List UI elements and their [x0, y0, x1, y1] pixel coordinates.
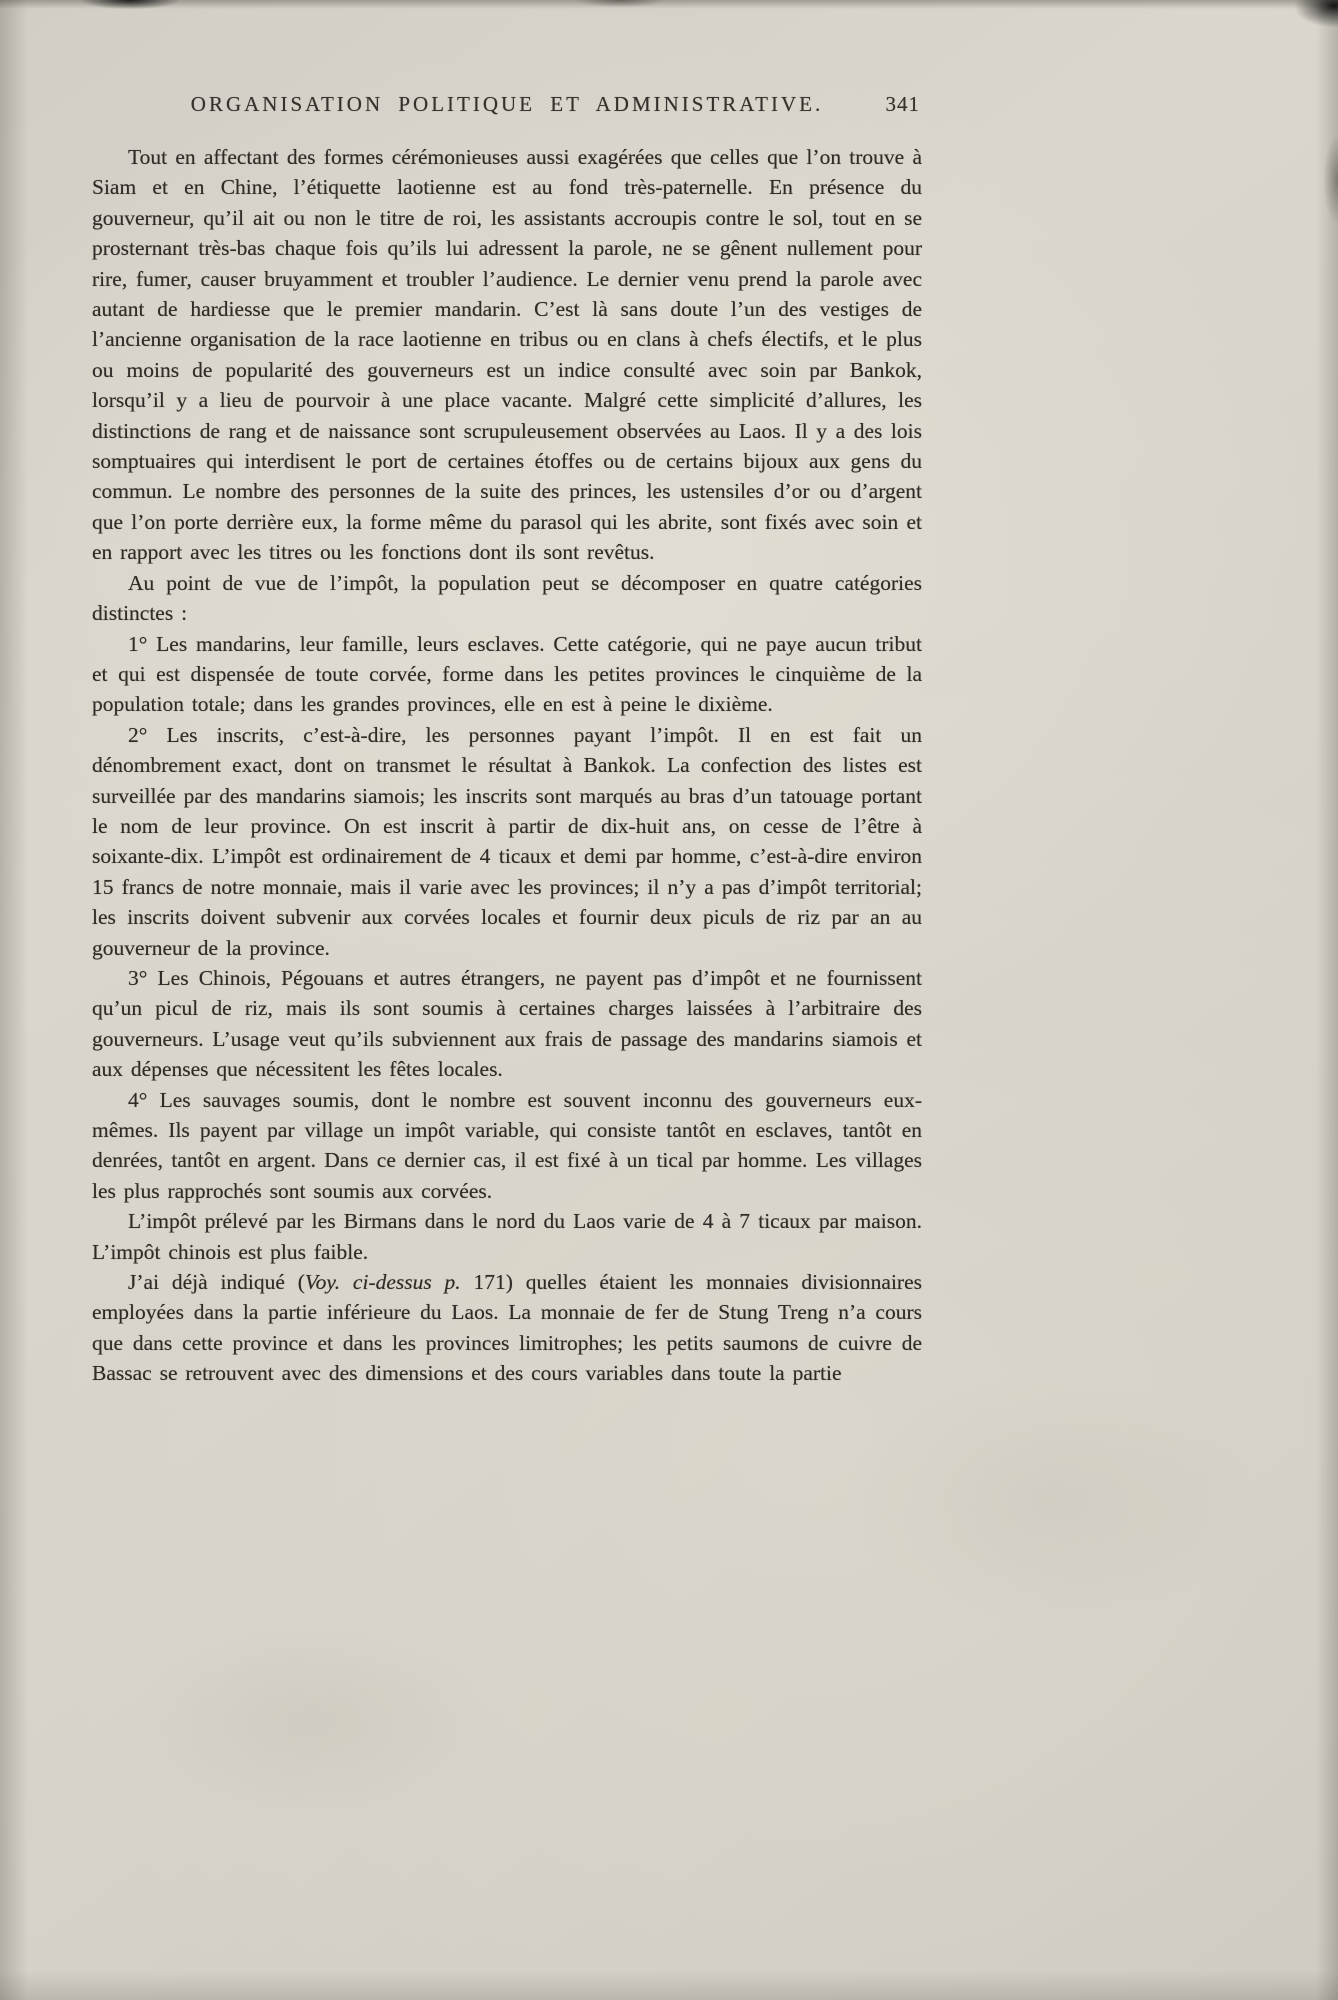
body-text: [92, 142, 922, 1389]
paragraph-monnaies: [92, 1267, 922, 1389]
paragraph-etiquette: Tout en affectant des formes cérémonieuses aussi exagérées que celles que l’on trouve à Siam et en Chine, l’étiquette laotienne est au fond très-paternelle. En présence du gouverneur, qu’il ait ou non le titre de roi, les assistants accroupis contre le sol, tout en se prosternant très-bas chaque fois qu’ils lui adressent la parole, ne se gênent nullement pour rire, fumer, causer bruyamment et troubler l’audience. Le dernier venu prend la parole avec autant de hardiesse que le premier mandarin. C’est là sans doute l’un des vestiges de l’ancienne organisation de la race laotienne en tribus ou en clans à chefs électifs, et le plus ou moins de popularité des gouverneurs est un indice consulté avec soin par Bankok, lorsqu’il y a lieu de pourvoir à une place vacante. Malgré cette simplicité d’allures, les distinctions de rang et de naissance sont scrupuleusement observées au Laos. Il y a des lois somptuaires qui interdisent le port de certaines étoffes ou de certains bijoux aux gens du commun. Le nombre des personnes de la suite des princes, les ustensiles d’or ou d’argent que l’on porte derrière eux, la forme même du parasol qui les abrite, sont fixés avec soin et en rapport avec les titres ou les fonctions dont ils sont revêtus.: [92, 145, 922, 565]
paragraph-categorie-1: 1° Les mandarins, leur famille, leurs esclaves. Cette catégorie, qui ne paye aucun tribut et qui est dispensée de toute corvée, forme dans les petites provinces le cinquième de la population totale; dans les grandes provinces, elle en est à peine le dixième.: [92, 631, 922, 717]
monnaies-pre: J’ai déjà indiqué (: [128, 1270, 305, 1295]
paragraph-categorie-3: 3° Les Chinois, Pégouans et autres étrangers, ne payent pas d’impôt et ne fournissent qu’un picul de riz, mais ils sont soumis à certaines charges laissées à l’arbitraire des gouverneurs. L’usage veut qu’ils subviennent aux frais de passage des mandarins siamois et aux dépenses que nécessitent les fêtes locales.: [92, 965, 922, 1082]
paragraph-impot-intro: Au point de vue de l’impôt, la population peut se décomposer en quatre catégories distinctes :: [92, 570, 922, 626]
running-title: ORGANISATION POLITIQUE ET ADMINISTRATIVE.: [190, 92, 824, 116]
paragraph-categorie-2: 2° Les inscrits, c’est-à-dire, les personnes payant l’impôt. Il en est fait un dénombrement exact, dont on transmet le résultat à Bankok. La confection des listes est surveillée par des mandarins siamois; les inscrits sont marqués au bras d’un tatouage portant le nom de leur province. On est inscrit à partir de dix-huit ans, on cesse de l’être à soixante-dix. L’impôt est ordinairement de 4 ticaux et demi par homme, c’est-à-dire environ 15 francs de notre monnaie, mais il varie avec les provinces; il n’y a pas d’impôt territorial; les inscrits doivent subvenir aux corvées locales et fournir deux piculs de riz par an au gouverneur de la province.: [92, 722, 922, 960]
paragraph-impot-birmans: L’impôt prélevé par les Birmans dans le nord du Laos varie de 4 à 7 ticaux par maison. L’impôt chinois est plus faible.: [92, 1209, 922, 1264]
paragraph-categorie-4: 4° Les sauvages soumis, dont le nombre est souvent inconnu des gouverneurs eux-mêmes. Ils payent par village un impôt variable, qui consiste tantôt en esclaves, tantôt en denrées, tantôt en argent. Dans ce dernier cas, il est fixé à un tical par homme. Les villages les plus rapprochés sont soumis aux corvées.: [92, 1087, 922, 1203]
page-header: [92, 92, 922, 126]
monnaies-post: 171) quelles étaient les monnaies divisionnaires employées dans la partie inférieure du Laos. La monnaie de fer de Stung Treng n’a cours que dans cette province et dans les provinces limitrophes; les petits saumons de cuivre de Bassac se retrouvent avec des dimensions et des cours variables dans toute la partie: [92, 1270, 922, 1386]
text-column: [92, 92, 922, 1389]
page-number: 341: [885, 92, 920, 116]
italic-citation: Voy. ci-dessus p.: [304, 1270, 461, 1295]
